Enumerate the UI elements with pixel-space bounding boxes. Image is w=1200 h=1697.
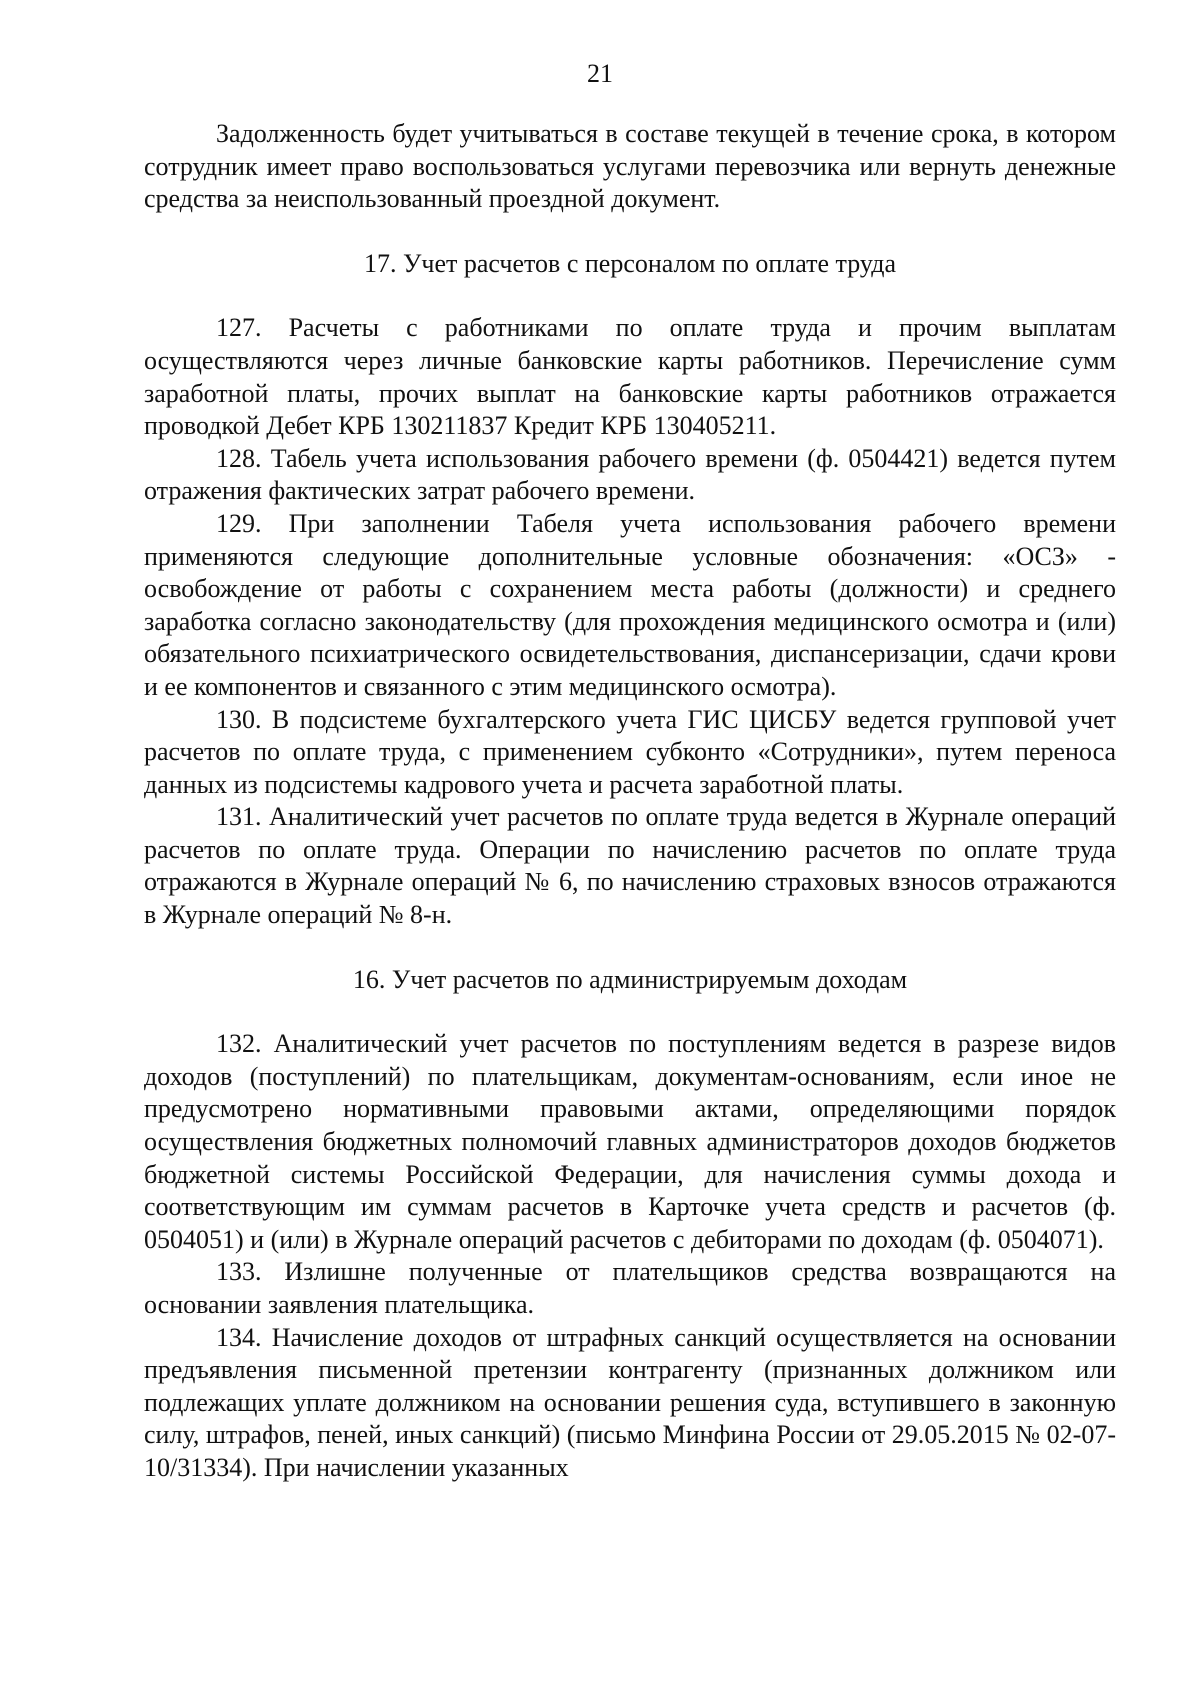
paragraph-132: 132. Аналитический учет расчетов по поступлениям ведется в разрезе видов доходов (поступлений) по плательщикам, документам-основаниям, если иное не предусмотрено нормативными правовыми актами, определяющими порядок осуществления бюджетных полномочий главных администраторов доходов бюджетов бюджетной системы Российской Федерации, для начисления суммы дохода и соответствующим им суммам расчетов в Карточке учета средств и расчетов (ф. 0504051) и (или) в Журнале операций расчетов с дебиторами по доходам (ф. 0504071).	[144, 1029, 1116, 1254]
paragraph-133: 133. Излишне полученные от плательщиков средства возвращаются на основании заявления плательщика.	[144, 1257, 1116, 1319]
paragraph-127: 127. Расчеты с работниками по оплате труда и прочим выплатам осуществляются через личные банковские карты работников. Перечисление сумм заработной платы, прочих выплат на банковские карты работников отражается проводкой Дебет КРБ 130211837 Кредит КРБ 130405211.	[144, 313, 1116, 441]
page-number: 21	[587, 59, 613, 88]
paragraph-129: 129. При заполнении Табеля учета использования рабочего времени применяются следующие дополнительные условные обозначения: «ОСЗ» - освобождение от работы с сохранением места работы (должности) и среднего заработка согласно законодательству (для прохождения медицинского осмотра и (или) обязательного психиатрического освидетельствования, диспансеризации, сдачи крови и ее компонентов и связанного с этим медицинского осмотра).	[144, 508, 1116, 701]
paragraph-debt: Задолженность будет учитываться в составе текущей в течение срока, в котором сотрудник имеет право воспользоваться услугами перевозчика или вернуть денежные средства за неиспользованный проездной документ.	[144, 119, 1116, 214]
paragraph-128: 128. Табель учета использования рабочего времени (ф. 0504421) ведется путем отражения фактических затрат рабочего времени.	[144, 443, 1116, 506]
section-heading-17: 17. Учет расчетов с персоналом по оплате труда	[363, 248, 897, 278]
paragraph-131: 131. Аналитический учет расчетов по оплате труда ведется в Журнале операций расчетов по оплате труда. Операции по начислению расчетов по оплате труда отражаются в Журнале операций № 6, по начислению страховых взносов отражаются в Журнале операций № 8-н.	[144, 802, 1116, 930]
paragraph-134: 134. Начисление доходов от штрафных санкций осуществляется на основании предъявления письменной претензии контрагенту (признанных должником или подлежащих уплате должником на основании решения суда, вступившего в законную силу, штрафов, пеней, иных санкций) (письмо Минфина России от 29.05.2015 № 02-07-10/31334). При начислении указанных	[144, 1322, 1116, 1482]
paragraph-130: 130. В подсистеме бухгалтерского учета ГИС ЦИСБУ ведется групповой учет расчетов по оплате труда, с применением субконто «Сотрудники», путем переноса данных из подсистемы кадрового учета и расчета заработной платы.	[144, 704, 1116, 799]
section-heading-16: 16. Учет расчетов по администрируемым доходам	[352, 964, 908, 994]
document-body	[144, 118, 1116, 1485]
